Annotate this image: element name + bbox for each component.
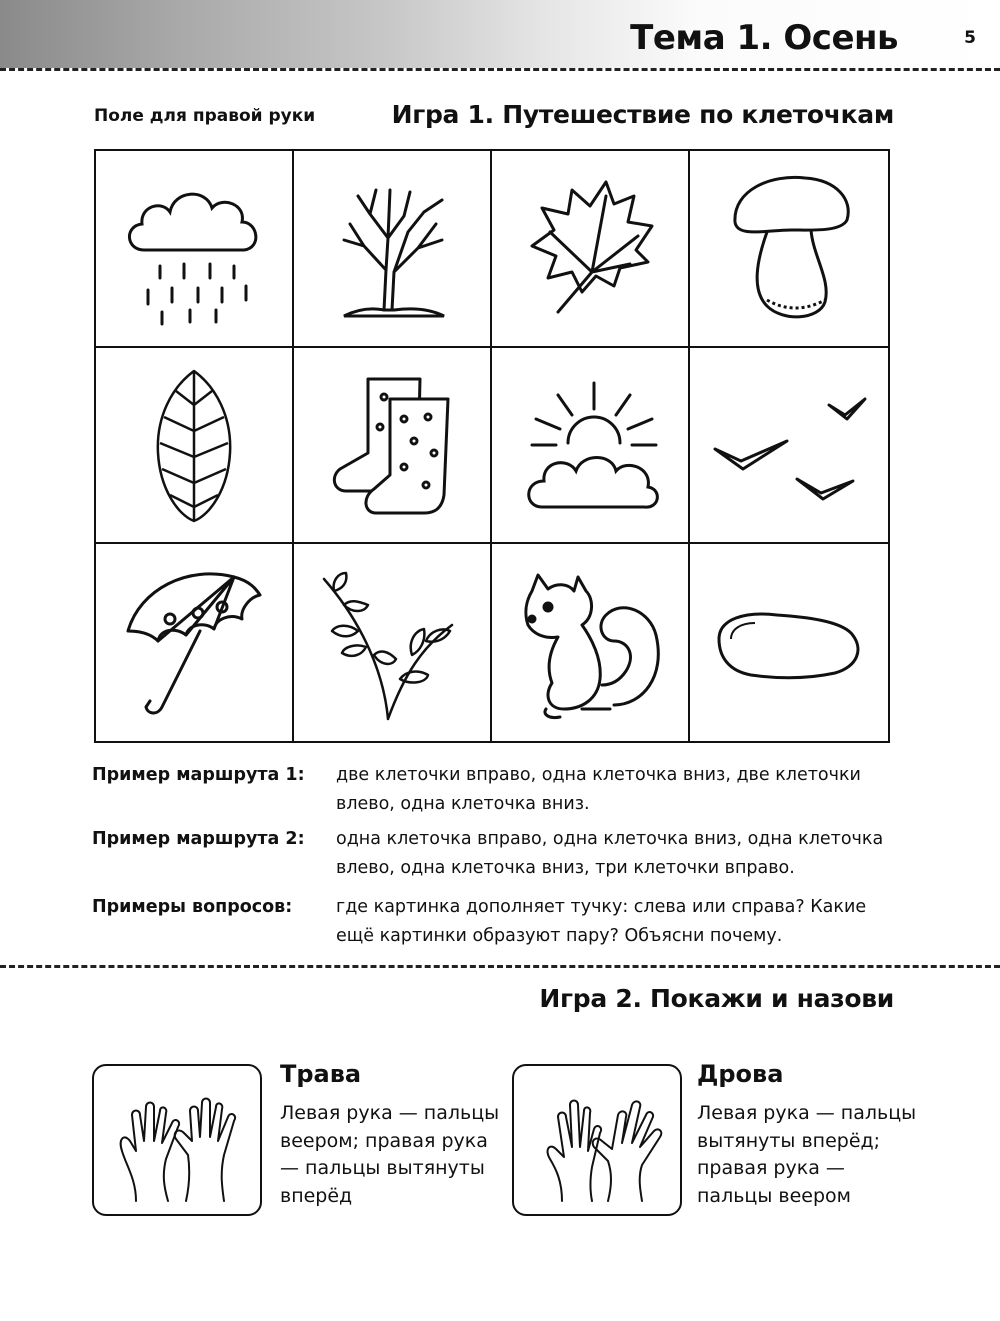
route-label: Примеры вопросов:	[92, 897, 293, 917]
grid-cell[interactable]	[294, 151, 492, 348]
grid-cell[interactable]	[492, 544, 690, 741]
question-examples	[92, 893, 892, 951]
grid-cell[interactable]	[492, 151, 690, 348]
game1-title: Игра 1. Путешествие по клеточкам	[391, 100, 894, 129]
page-title: Тема 1. Осень	[630, 18, 898, 58]
route-text: две клеточки вправо, одна клеточка вниз, две клеточки влево, одна клеточка вниз.	[336, 765, 861, 814]
route-label: Пример маршрута 2:	[92, 829, 305, 849]
maple-leaf-icon	[502, 160, 678, 336]
rubber-boots-icon	[304, 357, 480, 533]
route-label: Пример маршрута 1:	[92, 765, 305, 785]
picture-grid	[94, 149, 890, 743]
dashed-divider-top	[0, 68, 1000, 71]
umbrella-icon	[106, 555, 282, 731]
route-example-2	[92, 825, 892, 883]
dashed-divider-middle	[0, 965, 1000, 968]
gesture-description: Левая рука — пальцы веером; правая рука — пальцы вытянуты вперёд	[280, 1102, 500, 1207]
route-example-1	[92, 761, 892, 819]
grid-cell[interactable]	[690, 151, 888, 348]
bare-tree-icon	[304, 160, 480, 336]
gesture-name: Трава	[280, 1060, 362, 1088]
pine-cone-icon	[106, 357, 282, 533]
hands-gesture-icon	[102, 1075, 252, 1205]
rain-cloud-icon	[106, 160, 282, 336]
grid-cell[interactable]	[690, 348, 888, 545]
grid-cell[interactable]	[96, 151, 294, 348]
sun-behind-cloud-icon	[502, 357, 678, 533]
game2-title: Игра 2. Покажи и назови	[539, 984, 894, 1013]
puddle-icon	[701, 555, 877, 731]
hands-gesture-icon	[522, 1075, 672, 1205]
flying-birds-icon	[701, 357, 877, 533]
squirrel-icon	[502, 555, 678, 731]
gesture-description: Левая рука — пальцы вытянуты вперёд; правая рука — пальцы веером	[697, 1102, 917, 1207]
field-label: Поле для правой руки	[94, 106, 316, 126]
gesture-image-box	[92, 1064, 262, 1216]
grid-cell[interactable]	[294, 544, 492, 741]
page-number: 5	[964, 28, 976, 48]
route-text: где картинка дополняет тучку: слева или справа? Какие ещё картинки образуют пару? Объясни почему.	[336, 897, 867, 946]
grid-cell[interactable]	[492, 348, 690, 545]
grid-cell[interactable]	[96, 348, 294, 545]
route-text: одна клеточка вправо, одна клеточка вниз, одна клеточка влево, одна клеточка вниз, три клеточки вправо.	[336, 829, 884, 878]
branches-icon	[304, 555, 480, 731]
mushroom-icon	[701, 160, 877, 336]
gesture-image-box	[512, 1064, 682, 1216]
gesture-name: Дрова	[697, 1060, 784, 1088]
grid-cell[interactable]	[294, 348, 492, 545]
grid-cell[interactable]	[690, 544, 888, 741]
grid-cell[interactable]	[96, 544, 294, 741]
